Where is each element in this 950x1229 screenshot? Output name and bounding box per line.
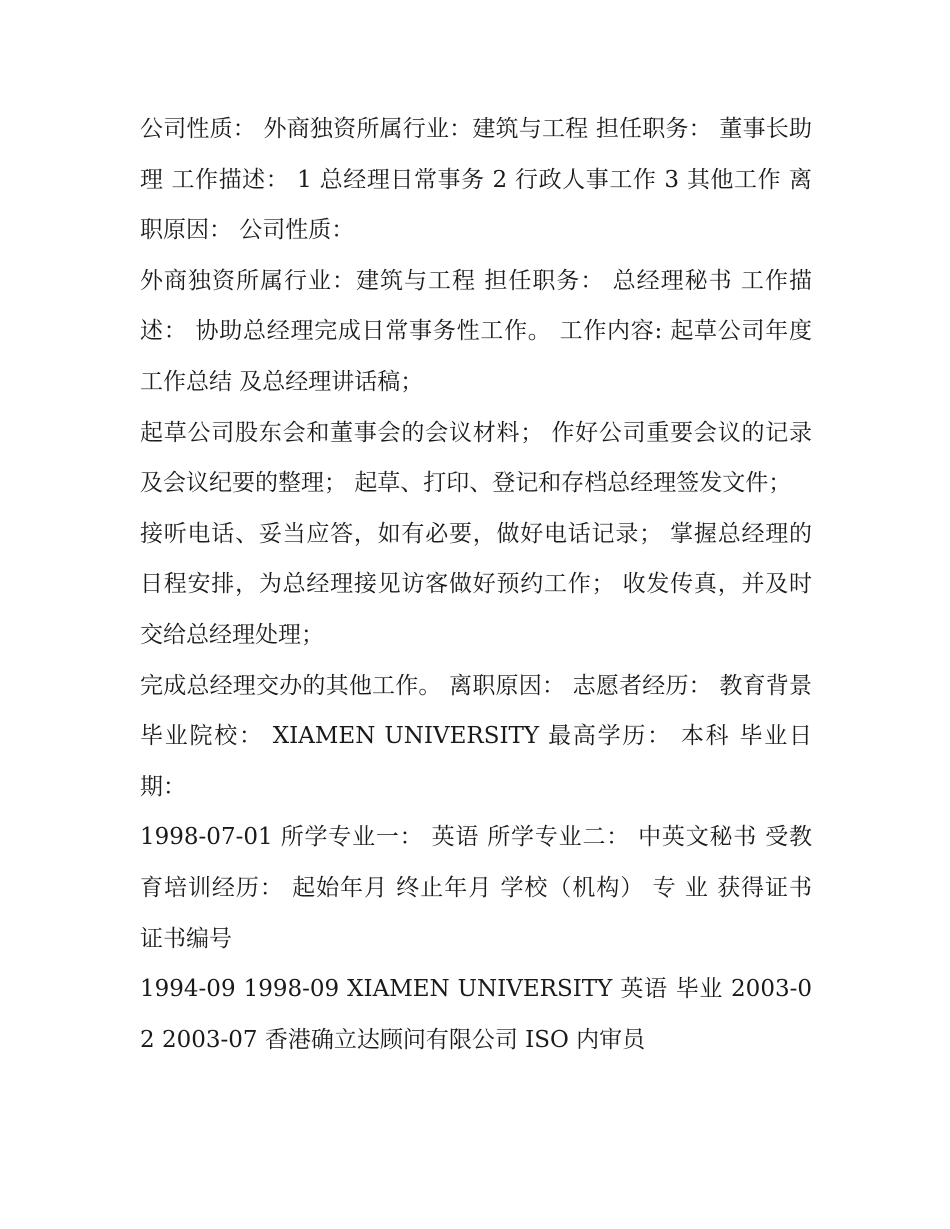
document-body xyxy=(140,104,812,1065)
paragraph-education-background: 完成总经理交办的其他工作。 离职原因： 志愿者经历： 教育背景 毕业院校： XIAMEN UNIVERSITY 最高学历： 本科 毕业日期： xyxy=(140,672,812,800)
paragraph-previous-job-summary: 公司性质： 外商独资所属行业：建筑与工程 担任职务： 董事长助理 工作描述： 1 总经理日常事务 2 行政人事工作 3 其他工作 离职原因： 公司性质： xyxy=(140,116,812,244)
paragraph-training-records: 1994-09 1998-09 XIAMEN UNIVERSITY 英语 毕业 2003-02 2003-07 香港确立达顾问有限公司 ISO 内审员 xyxy=(140,976,812,1053)
paragraph-meeting-duties: 起草公司股东会和董事会的会议材料； 作好公司重要会议的记录及会议纪要的整理； 起草、打印、登记和存档总经理签发文件； xyxy=(140,419,812,497)
paragraph-phone-duties: 接听电话、妥当应答，如有必要，做好电话记录； 掌握总经理的日程安排，为总经理接见访客做好预约工作； 收发传真，并及时交给总经理处理； xyxy=(140,520,812,648)
paragraph-secretary-job: 外商独资所属行业：建筑与工程 担任职务： 总经理秘书 工作描述： 协助总经理完成日常事务性工作。 工作内容: 起草公司年度 工作总结 及总经理讲话稿； xyxy=(140,267,812,395)
paragraph-majors-training: 1998-07-01 所学专业一： 英语 所学专业二： 中英文秘书 受教育培训经历： 起始年月 终止年月 学校（机构） 专 业 获得证书 证书编号 xyxy=(140,824,812,952)
